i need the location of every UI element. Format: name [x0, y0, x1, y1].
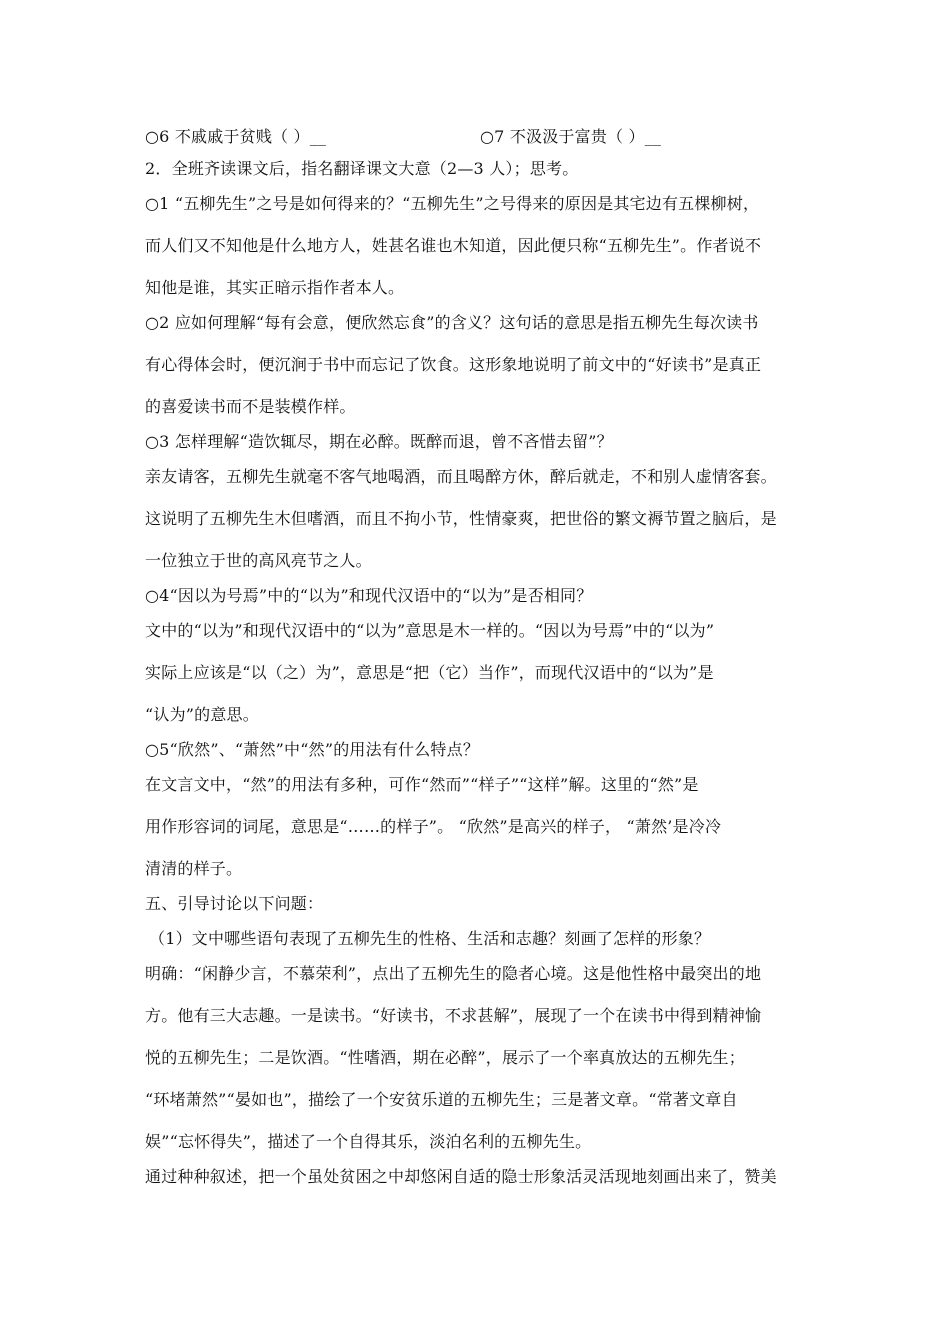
paragraph-line: 的喜爱读书而不是装模作样。 [145, 397, 356, 416]
paragraph-line: “环堵萧然”“晏如也”，描绘了一个安贫乐道的五柳先生；三是著文章。“常著文章自 [145, 1090, 738, 1109]
question-6: ○6 不戚戚于贫贱（ ）__ [145, 127, 327, 146]
paragraph-line: 明确：“闲静少言，不慕荣利”，点出了五柳先生的隐者心境。这是他性格中最突出的地 [145, 964, 762, 983]
paragraph-line: 文中的“以为”和现代汉语中的“以为”意思是木一样的。“因以为号焉”中的“以为” [145, 621, 715, 640]
paragraph-line: 有心得体会时，便沉涧于书中而忘记了饮食。这形象地说明了前文中的“好读书”是真正 [145, 355, 762, 374]
paragraph-line: ○2 应如何理解“每有会意，便欣然忘食”的含义？这句话的意思是指五柳先生每次读书 [145, 313, 759, 332]
paragraph-line: 亲友请客，五柳先生就毫不客气地喝酒，而且喝醉方休，醉后就走，不和别人虚情客套。 [145, 467, 777, 486]
question-line: ○4“因以为号焉”中的“以为”和现代汉语中的“以为”是否相同？ [145, 586, 593, 605]
paragraph-line: 通过种种叙述，把一个虽处贫困之中却悠闲自适的隐士形象活灵活现地刻画出来了，赞美 [145, 1167, 777, 1186]
question-pair-6-7 [145, 124, 815, 146]
paragraph-line: 在文言文中，“然”的用法有多种，可作“然而”“样子”“这样”解。这里的“然”是 [145, 775, 699, 794]
paragraph-line: ○1 “五柳先生”之号是如何得来的？“五柳先生”之号得来的原因是其宅边有五棵柳树， [145, 194, 760, 213]
paragraph-line: 实际上应该是“以（之）为”，意思是“把（它）当作”，而现代汉语中的“以为”是 [145, 663, 714, 682]
document-body [145, 124, 815, 1202]
instruction-2: 2．全班齐读课文后，指名翻译课文大意（2—3 人）；思考。 [145, 159, 579, 178]
paragraph-line: 这说明了五柳先生木但嗜酒，而且不拘小节，性情豪爽，把世俗的繁文褥节置之脑后，是 [145, 509, 777, 528]
paragraph-line: 而人们又不知他是什么地方人，姓甚名谁也木知道，因此便只称“五柳先生”。作者说不 [145, 236, 762, 255]
paragraph-line: 一位独立于世的高风亮节之人。 [145, 551, 372, 570]
section-heading: 五、引导讨论以下问题： [145, 894, 324, 913]
question-line: ○3 怎样理解“造饮辄尽，期在必醉。既醉而退，曾不吝惜去留”？ [145, 432, 613, 451]
paragraph-line: 娱”“忘怀得失”，描述了一个自得其乐，淡泊名利的五柳先生。 [145, 1132, 592, 1151]
paragraph-line: 方。他有三大志趣。一是读书。“好读书，不求甚解”，展现了一个在读书中得到精神愉 [145, 1006, 762, 1025]
question-line: （1）文中哪些语句表现了五柳先生的性格、生活和志趣？刻画了怎样的形象？ [149, 929, 711, 948]
paragraph-line: “认为”的意思。 [145, 705, 259, 724]
paragraph-line: 悦的五柳先生；二是饮酒。“性嗜酒，期在必醉”，展示了一个率真放达的五柳先生； [145, 1048, 745, 1067]
paragraph-line: 清清的样子。 [145, 859, 243, 878]
question-7: ○7 不汲汲于富贵（ ）__ [480, 127, 662, 146]
question-line: ○5“欣然”、“萧然”中“然”的用法有什么特点？ [145, 740, 480, 759]
paragraph-line: 知他是谁，其实正暗示指作者本人。 [145, 278, 405, 297]
paragraph-line: 用作形容词的词尾，意思是“……的样子”。 “欣然”是高兴的样子， “萧然’是冷冷 [145, 817, 722, 836]
